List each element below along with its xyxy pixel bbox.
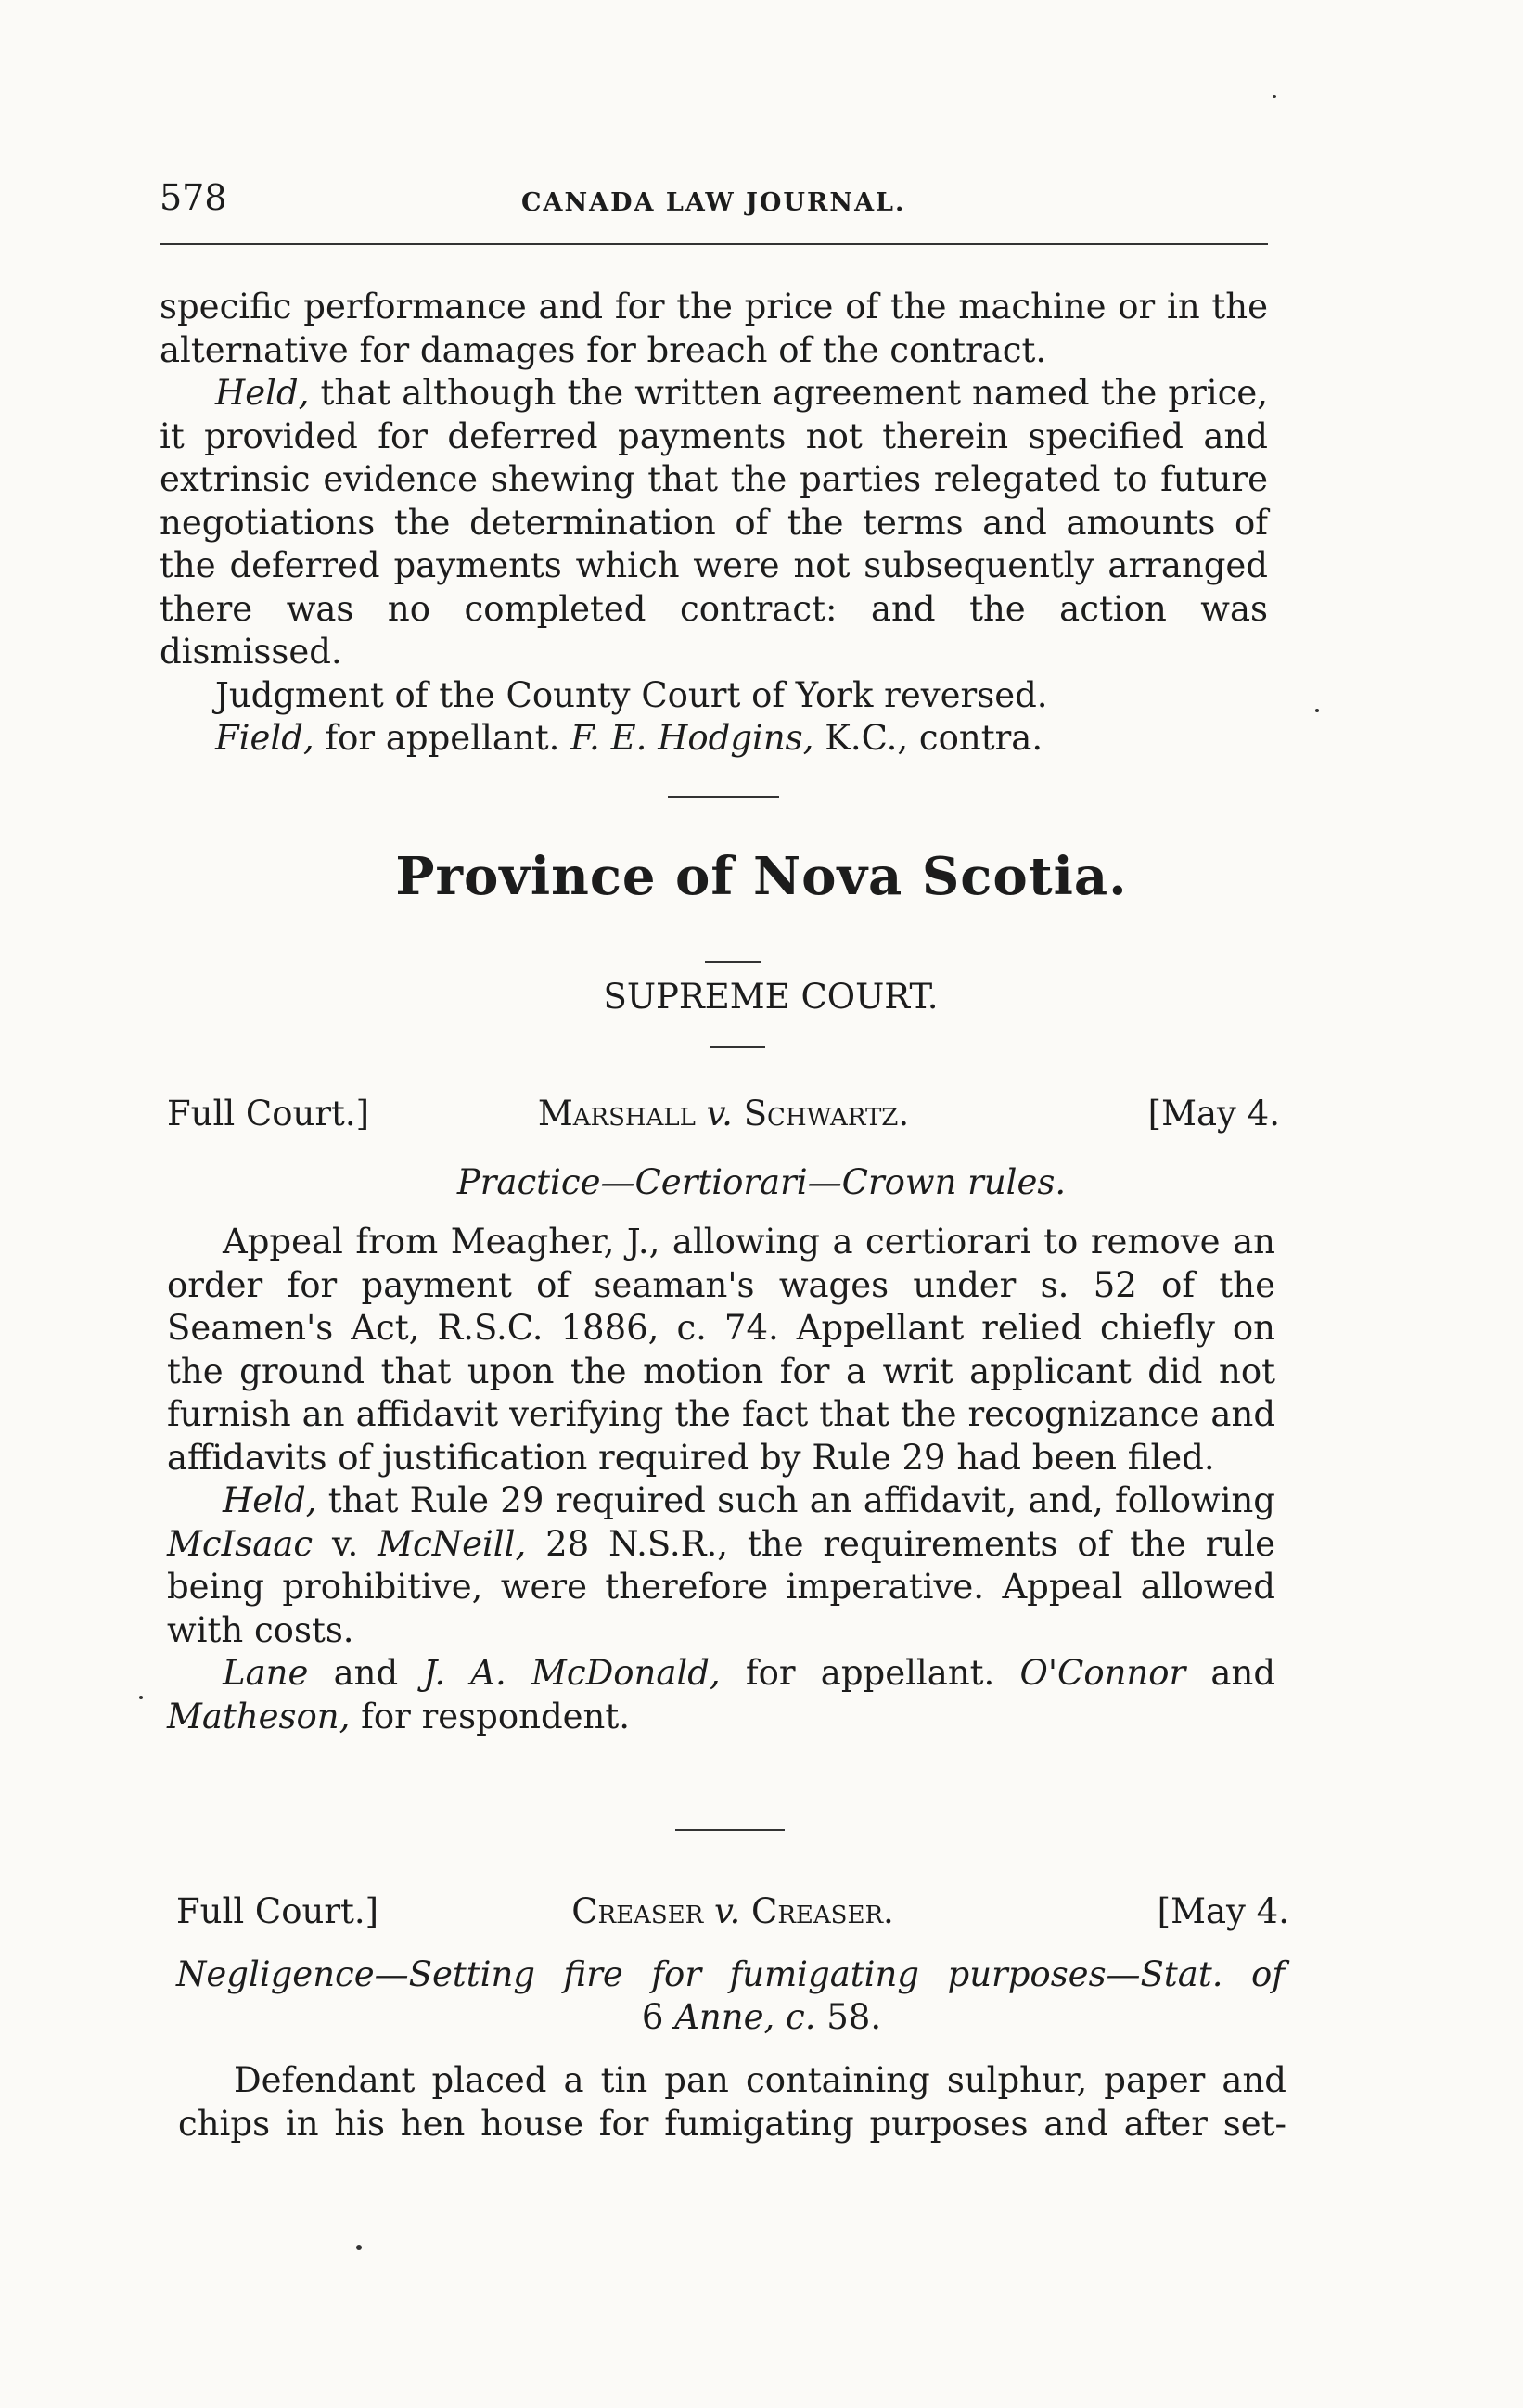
case-paragraph: Appeal from Meagher, J., allowing a certiorari to remove an order for payment of seaman's wages under s. 52 of the Seamen's Act, R.S.C. 1886, c. 74. Appellant relied chiefly on the ground that upon the motion for a writ applicant did not furnish an affidavit verifying the fact that the recognizance and affidavits of justification required by Rule 29 had been filed. bbox=[167, 1222, 1275, 1478]
case-topic bbox=[176, 1953, 1285, 1997]
counsel-text: for appellant. bbox=[314, 718, 571, 758]
counsel-name: Lane bbox=[223, 1653, 309, 1693]
case-heading bbox=[167, 1093, 1280, 1139]
court-heading: SUPREME COURT. bbox=[603, 977, 939, 1017]
held-text: 28 N.S.R., the requirements of the rule being prohibitive, were therefore imperative. Appeal allowed with costs. bbox=[167, 1523, 1275, 1650]
topic-text: Anne, c. bbox=[674, 1997, 816, 2037]
running-title: CANADA LAW JOURNAL. bbox=[521, 188, 906, 217]
counsel-name: J. A. McDonald, bbox=[423, 1653, 721, 1693]
counsel-text: and bbox=[1185, 1653, 1275, 1693]
topic-text: Practice—Certiorari—Crown rules. bbox=[456, 1162, 1067, 1202]
held-label: Held, bbox=[215, 373, 310, 413]
section-divider bbox=[710, 1046, 765, 1048]
counsel-text: K.C., contra. bbox=[813, 718, 1043, 758]
topic-text: 58. bbox=[815, 1997, 882, 2037]
case-heading bbox=[176, 1890, 1289, 1937]
topic-text: Negligence—Setting fire for fumigating purposes—Stat. of bbox=[176, 1954, 1285, 1994]
counsel-name: F. E. Hodgins, bbox=[570, 718, 814, 758]
citation: McNeill, bbox=[378, 1523, 527, 1564]
page-header bbox=[160, 176, 1273, 221]
case-paragraph: Defendant placed a tin pan containing sulphur, paper and chips in his hen house for fumigating purposes and after set- bbox=[178, 2060, 1286, 2144]
case-body bbox=[167, 1221, 1275, 1738]
case-body bbox=[178, 2059, 1286, 2145]
counsel-name: Field, bbox=[215, 718, 314, 758]
counsel-text: for appellant. bbox=[720, 1653, 1020, 1693]
party-name: Schwartz. bbox=[743, 1094, 910, 1134]
counsel-name: Matheson, bbox=[167, 1696, 351, 1736]
scan-speck bbox=[1315, 709, 1319, 712]
case-topic-continued bbox=[0, 1996, 1523, 2040]
party-name: Creaser. bbox=[751, 1891, 894, 1931]
held-text: that Rule 29 required such an affidavit, and, following bbox=[316, 1480, 1275, 1520]
counsel-text: and bbox=[308, 1653, 424, 1693]
scan-speck bbox=[1273, 95, 1276, 98]
case-topic bbox=[0, 1161, 1523, 1205]
case-name bbox=[176, 1890, 1289, 1934]
held-label: Held, bbox=[223, 1480, 317, 1520]
intro-section bbox=[160, 286, 1268, 761]
counsel-name: O'Connor bbox=[1019, 1653, 1186, 1693]
intro-paragraph: specific performance and for the price of the machine or in the alternative for damages for breach of the contract. bbox=[160, 287, 1268, 370]
citation: McIsaac bbox=[167, 1523, 314, 1564]
case-date: [May 4. bbox=[1157, 1891, 1289, 1931]
province-heading: Province of Nova Scotia. bbox=[395, 846, 1128, 907]
header-rule bbox=[160, 243, 1268, 245]
case-court: Full Court.] bbox=[167, 1094, 370, 1134]
versus: v. bbox=[713, 1891, 741, 1931]
case-date: [May 4. bbox=[1147, 1094, 1280, 1134]
judgment-line: Judgment of the County Court of York reversed. bbox=[215, 674, 1048, 715]
party-name: Creaser bbox=[571, 1891, 704, 1931]
held-text: that although the written agreement named the price, it provided for deferred payments not therein specified and extrinsic evidence shewing that the parties relegated to future negotiations the determination of the terms and amounts of the deferred payments which were not subsequently arranged there was no completed contract: and the action was dismissed. bbox=[160, 373, 1268, 672]
scan-speck bbox=[356, 2245, 362, 2250]
counsel-text: for respondent. bbox=[350, 1696, 630, 1736]
section-divider bbox=[705, 961, 761, 963]
case-name bbox=[167, 1093, 1280, 1136]
citation-v: v. bbox=[313, 1523, 378, 1564]
party-name: Marshall bbox=[537, 1094, 696, 1134]
intro-held-paragraph bbox=[160, 372, 1268, 674]
versus: v. bbox=[706, 1094, 733, 1134]
section-divider bbox=[668, 796, 779, 798]
topic-text: 6 bbox=[641, 1997, 675, 2037]
section-divider bbox=[675, 1829, 785, 1831]
scan-speck bbox=[139, 1696, 143, 1699]
case-court: Full Court.] bbox=[176, 1891, 379, 1931]
counsel-line bbox=[160, 717, 1268, 761]
page-number: 578 bbox=[160, 177, 227, 218]
case-held-paragraph bbox=[167, 1479, 1275, 1652]
counsel-line bbox=[167, 1652, 1275, 1738]
